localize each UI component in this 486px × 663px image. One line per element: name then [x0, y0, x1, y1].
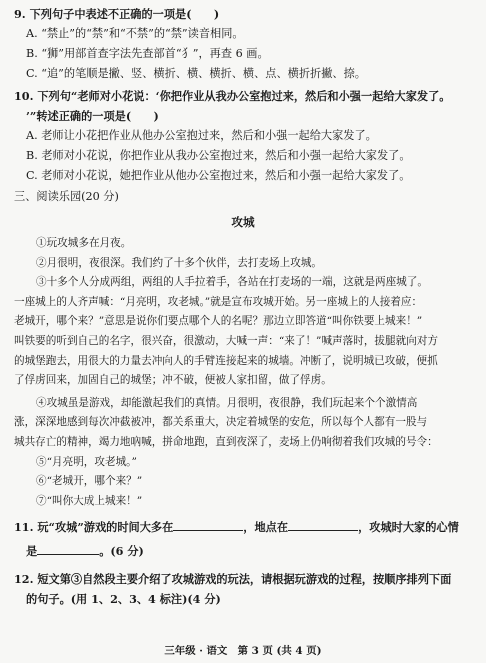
question-10-option-c[interactable]: C. 老师对小花说，她把作业从他办公室抱过来，然后和小强一起给大家发了。: [26, 169, 411, 182]
answer-blank-place[interactable]: [288, 518, 358, 531]
question-11-part4: 是: [26, 544, 38, 559]
question-9-stem: 9. 下列句子中表述不正确的一项是( ): [14, 7, 220, 21]
question-10-option-b[interactable]: B. 老师对小花说，你把作业从我办公室抱过来，然后和小强一起给大家发了。: [26, 149, 411, 162]
question-10: [14, 86, 472, 186]
story-paragraph-4: [14, 394, 472, 453]
story: [14, 210, 472, 511]
story-title: 攻城: [231, 215, 255, 229]
story-paragraph-3-line: 一座城上的人齐声喊：“月亮明，攻老城。”就是宣布攻城开始。另一座城上的人接着应：: [14, 295, 423, 308]
story-paragraph-3-line: 的城堡跑去，用很大的力量去冲向人的手臂连接起来的城墙。冲断了，说明城已攻破，便抓: [14, 354, 438, 367]
question-11: [14, 517, 472, 561]
question-12-line1: 12. 短文第③自然段主要介绍了攻城游戏的玩法，请根据玩游戏的过程，按顺序排列下面: [14, 572, 452, 587]
question-10-stem-line1: 10. 下列句“老师对小花说：‘你把作业从我办公室抱过来，然后和小强一起给大家发了。: [14, 89, 451, 103]
page-footer: 三年级 · 语文 第 3 页 (共 4 页): [164, 645, 322, 657]
question-11-part2: ，地点在: [243, 520, 289, 535]
story-paragraph-3: [14, 273, 472, 391]
story-paragraph-3-line: 叫铁要的听到自己的名字，很兴奋，很激动，大喊一声：“来了！”喊声落时，拔腿就向对方: [14, 334, 438, 347]
story-paragraph-1: ①玩攻城多在月夜。: [36, 237, 132, 249]
question-11-part3: ，攻城时大家的心情: [358, 520, 459, 535]
story-paragraph-3-line: ③十多个人分成两组，两组的人手拉着手，各站在打麦场的一端，这就是两座城了。: [36, 276, 428, 289]
answer-blank-mood[interactable]: [37, 542, 99, 555]
question-10-option-a[interactable]: A. 老师让小花把作业从他办公室抱过来，然后和小强一起给大家发了。: [26, 129, 377, 142]
story-paragraph-3-line: 老城开，哪个来？”意思是说你们要点哪个人的名呢？那边立即答道“叫你铁要上城来！”: [14, 315, 423, 328]
question-9: [14, 4, 472, 84]
question-11-part1: 11. 玩“攻城”游戏的时间大多在: [14, 520, 174, 535]
story-paragraph-2: ②月很明，夜很深。我们约了十多个伙伴，去打麦场上攻城。: [36, 256, 323, 269]
question-12: [14, 569, 472, 609]
story-paragraph-6: ⑥“老城开，哪个来？”: [36, 475, 143, 488]
story-paragraph-4-line: 城共存亡的精神，竭力地吶喊，拼命地跑，直到夜深了，麦场上仍响彻着我们攻城的号令：: [14, 435, 438, 448]
question-9-option-a[interactable]: A. “禁止”的“禁”和“不禁”的“禁”读音相同。: [26, 27, 244, 40]
question-10-stem-line2: ’”转述正确的一项是( ): [26, 109, 159, 123]
question-11-part5: 。(6 分): [99, 544, 144, 559]
story-paragraph-4-line: 涨，深深地感到每次冲截被冲，都关系重大，决定着城堡的安危，所以每个人都有一股与: [14, 416, 428, 429]
story-paragraph-7: ⑦“叫你大成上城来！”: [36, 494, 143, 507]
question-12-line2: 的句子。(用 1、2、3、4 标注)(4 分): [26, 592, 221, 607]
story-paragraph-3-line: 了俘虏回来，加固自己的城堡；冲不破，便被人家扣留，做了俘虏。: [14, 374, 332, 387]
question-9-option-c[interactable]: C. “追”的笔顺是撇、竖、横折、横、横折、横、点、横折折撇、捺。: [26, 67, 366, 80]
section-reading-heading: 三、阅读乐园(20 分): [14, 190, 119, 203]
answer-blank-time[interactable]: [173, 518, 243, 531]
story-paragraph-5: ⑤“月亮明，攻老城。”: [36, 455, 137, 468]
question-9-option-b[interactable]: B. “狮”用部首查字法先查部首“犭”，再查 6 画。: [26, 47, 269, 60]
story-paragraph-4-line: ④攻城虽是游戏，却能激起我们的真情。月很明，夜很静，我们玩起来个个激情高: [36, 396, 418, 409]
